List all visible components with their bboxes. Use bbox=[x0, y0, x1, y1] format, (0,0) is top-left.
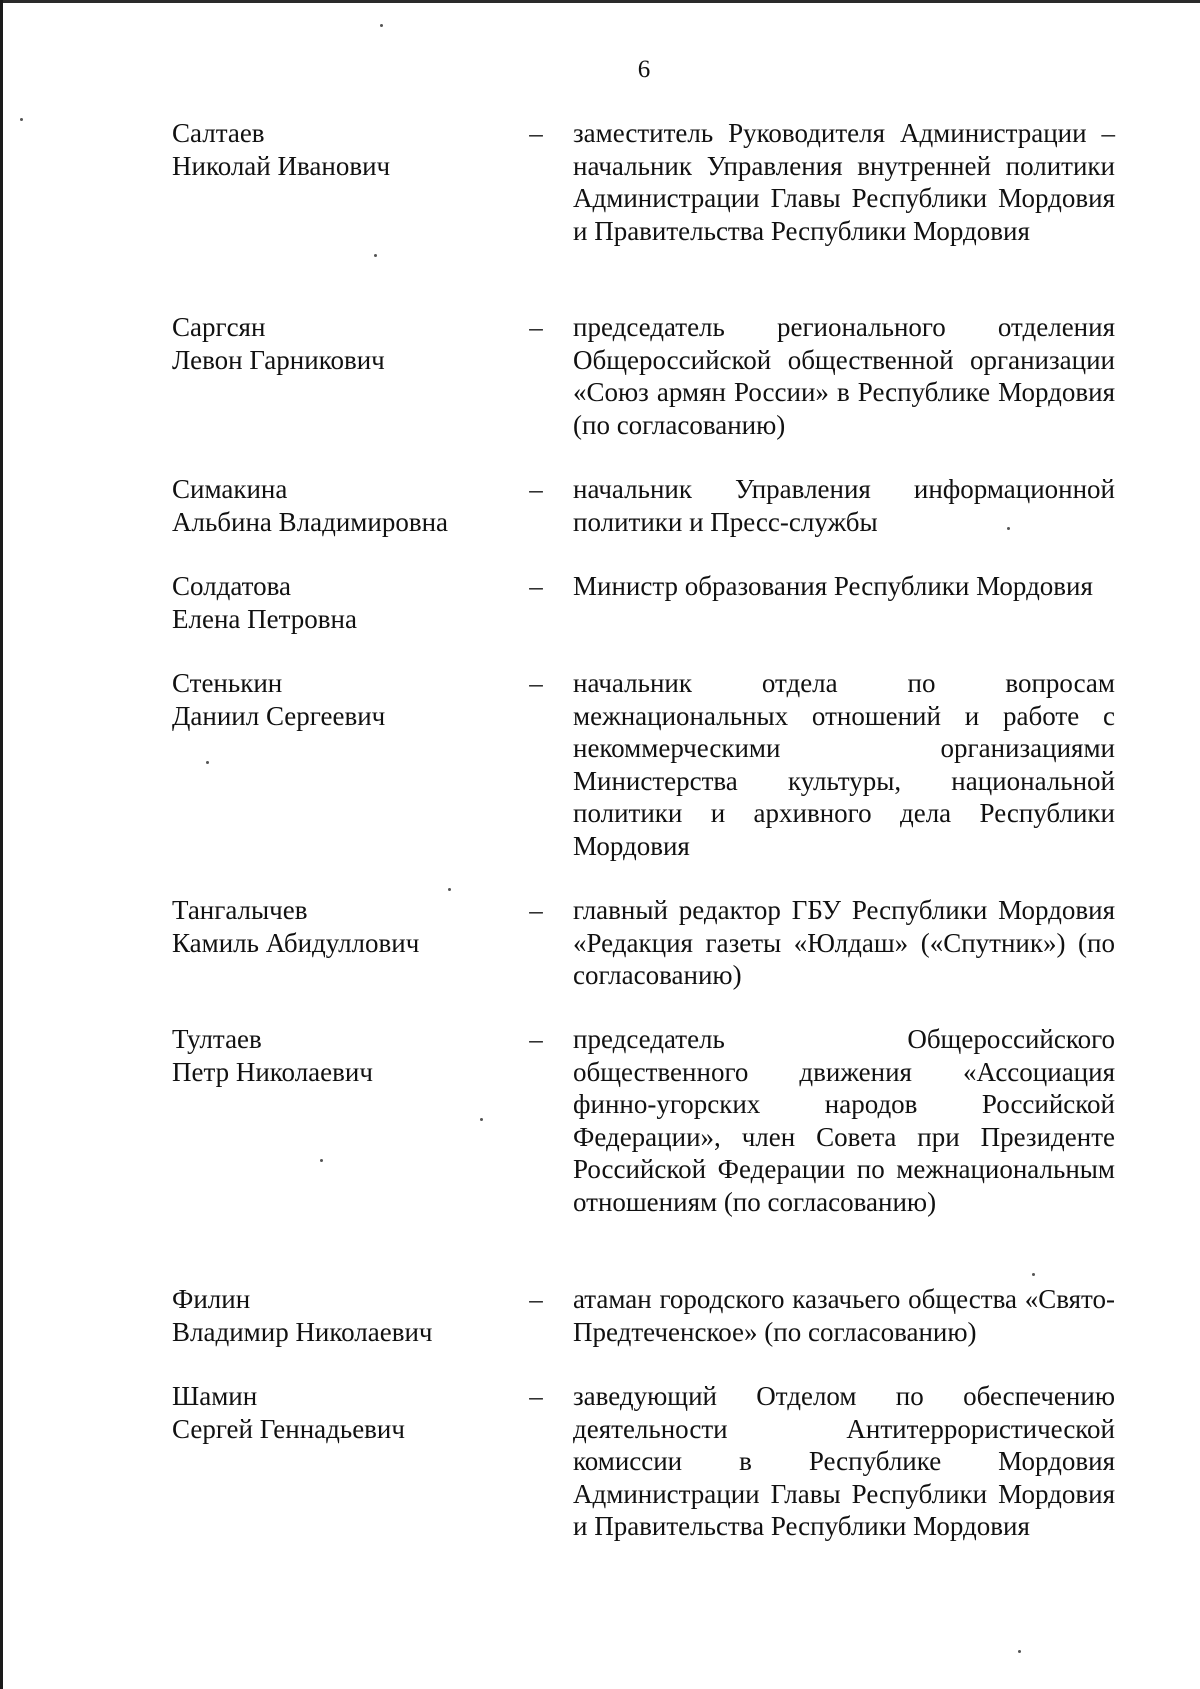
member-given-names: Левон Гарникович bbox=[172, 344, 385, 375]
member-given-names: Елена Петровна bbox=[172, 603, 357, 634]
member-position: начальник отдела по вопросам межнациональных отношений и работе с некоммерческими организациями Министерства культуры, национальной политики и архивного дела Республики Мордовия bbox=[573, 668, 1115, 861]
member-position: главный редактор ГБУ Республики Мордовия «Редакция газеты «Юлдаш» («Спутник») (по согласованию) bbox=[573, 895, 1115, 990]
scan-speck bbox=[380, 24, 383, 27]
member-given-names: Альбина Владимировна bbox=[172, 506, 449, 537]
member-name bbox=[172, 1380, 502, 1445]
member-given-names: Сергей Геннадьевич bbox=[172, 1413, 405, 1444]
member-surname: Стенькин bbox=[172, 668, 283, 698]
scan-speck bbox=[320, 1159, 323, 1162]
member-name bbox=[172, 1283, 502, 1348]
member-given-names: Камиль Абидуллович bbox=[172, 927, 420, 958]
member-surname: Солдатова bbox=[172, 571, 291, 601]
member-given-names: Николай Иванович bbox=[172, 150, 391, 181]
member-given-names: Петр Николаевич bbox=[172, 1056, 373, 1087]
member-surname: Саргсян bbox=[172, 312, 266, 342]
dash-separator: – bbox=[529, 1284, 543, 1314]
member-position: Министр образования Республики Мордовия bbox=[573, 571, 1093, 601]
member-position: председатель регионального отделения Общероссийской общественной организации «Союз армян России» в Республике Мордовия (по согласованию) bbox=[573, 312, 1115, 440]
dash-separator: – bbox=[529, 668, 543, 698]
member-surname: Симакина bbox=[172, 474, 288, 504]
member-name bbox=[172, 473, 502, 538]
dash-separator: – bbox=[529, 118, 543, 148]
member-position: заместитель Руководителя Администрации – начальник Управления внутренней политики Администрации Главы Республики Мордовия и Правительства Республики Мордовия bbox=[573, 118, 1115, 246]
dash-separator: – bbox=[529, 571, 543, 601]
scan-speck bbox=[1007, 527, 1010, 530]
member-position: заведующий Отделом по обеспечению деятельности Антитеррористической комиссии в Республике Мордовия Администрации Главы Республики Мордовия и Правительства Республики Мордовия bbox=[573, 1381, 1115, 1541]
member-surname: Тангалычев bbox=[172, 895, 308, 925]
dash-separator: – bbox=[529, 895, 543, 925]
member-position: начальник Управления информационной политики и Пресс-службы bbox=[573, 474, 1115, 537]
member-name bbox=[172, 894, 502, 959]
member-surname: Тултаев bbox=[172, 1024, 262, 1054]
member-given-names: Владимир Николаевич bbox=[172, 1316, 433, 1347]
member-given-names: Даниил Сергеевич bbox=[172, 700, 386, 731]
page-number: 6 bbox=[637, 56, 651, 83]
scan-speck bbox=[1018, 1650, 1021, 1653]
scan-border-top bbox=[0, 0, 1200, 3]
member-name bbox=[172, 667, 502, 732]
member-surname: Салтаев bbox=[172, 118, 265, 148]
member-name bbox=[172, 1023, 502, 1088]
dash-separator: – bbox=[529, 1381, 543, 1411]
dash-separator: – bbox=[529, 474, 543, 504]
dash-separator: – bbox=[529, 1024, 543, 1054]
member-name bbox=[172, 570, 502, 635]
member-name bbox=[172, 117, 502, 182]
scan-speck bbox=[20, 118, 23, 121]
scan-speck bbox=[374, 254, 377, 257]
scan-speck bbox=[206, 761, 209, 764]
scan-border-left bbox=[0, 0, 3, 1689]
member-position: атаман городского казачьего общества «Свято-Предтеченское» (по согласованию) bbox=[573, 1284, 1115, 1347]
member-position: председатель Общероссийского общественного движения «Ассоциация финно-угорских народов Российской Федерации», член Совета при Президенте Российской Федерации по межнациональным отношениям (по согласованию) bbox=[573, 1024, 1115, 1217]
scan-speck bbox=[480, 1118, 483, 1121]
scan-speck bbox=[448, 888, 451, 891]
member-surname: Филин bbox=[172, 1284, 251, 1314]
member-surname: Шамин bbox=[172, 1381, 258, 1411]
scan-speck bbox=[1032, 1273, 1035, 1276]
member-name bbox=[172, 311, 502, 376]
dash-separator: – bbox=[529, 312, 543, 342]
